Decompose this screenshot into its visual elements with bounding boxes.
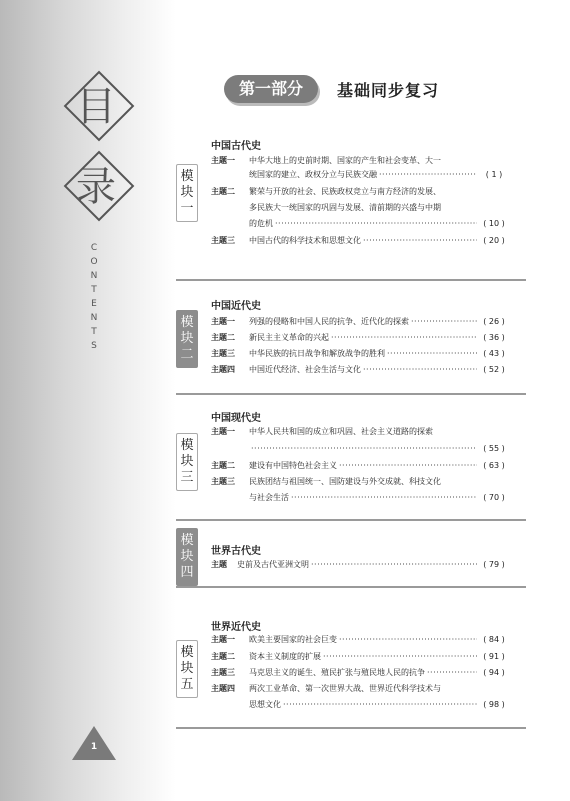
topic-label: 主题一 xyxy=(211,317,235,326)
page-ref: ( 43 ) xyxy=(477,347,511,361)
toc-row[interactable] xyxy=(211,698,511,712)
badge-char: 模 xyxy=(180,438,194,453)
toc-row[interactable] xyxy=(211,201,511,215)
page-ref: ( 91 ) xyxy=(477,650,511,664)
title-char-mu: 目 xyxy=(76,84,116,130)
topic-text: 资本主义制度的扩展 ····· xyxy=(249,650,485,664)
toc-row[interactable] xyxy=(211,650,511,664)
contents-letter: T xyxy=(91,327,97,337)
topic-text: 统国家的建立、政权分立与民族交融 ····· xyxy=(249,168,485,182)
topic-label: 主题一 xyxy=(211,635,235,644)
module-3 xyxy=(176,409,526,521)
toc-row[interactable] xyxy=(211,633,511,647)
contents-letter: C xyxy=(90,243,98,253)
module-title: 中国现代史 xyxy=(211,413,261,424)
topic-label: 主题三 xyxy=(211,477,235,486)
page-ref: ( 98 ) xyxy=(477,698,511,712)
page-ref: ( 79 ) xyxy=(477,558,511,572)
toc-row[interactable] xyxy=(211,363,511,377)
page-ref: ( 10 ) xyxy=(477,217,511,231)
toc-row[interactable] xyxy=(211,459,511,473)
toc-row[interactable] xyxy=(211,666,511,680)
toc-row[interactable] xyxy=(211,217,511,231)
page-ref: ( 36 ) xyxy=(477,331,511,345)
contents-letter: N xyxy=(90,313,98,323)
module-2 xyxy=(176,295,526,395)
contents-letter: O xyxy=(90,257,98,267)
module-title: 中国近代史 xyxy=(211,301,261,312)
topic-label: 主题三 xyxy=(211,236,235,245)
topic-label: 主题四 xyxy=(211,684,235,693)
page-ref: ( 26 ) xyxy=(477,315,511,329)
page-ref: ( 94 ) xyxy=(477,666,511,680)
module-badge xyxy=(176,310,198,368)
topic-text: 马克思主义的诞生、殖民扩张与殖民地人民的抗争 ····· xyxy=(249,666,485,680)
contents-vertical-label xyxy=(88,243,100,351)
topic-label: 主题四 xyxy=(211,365,235,374)
toc-row[interactable] xyxy=(211,425,511,439)
part-label: 第一部分 xyxy=(224,75,318,103)
toc-row[interactable] xyxy=(211,347,511,361)
badge-char: 模 xyxy=(180,645,194,660)
badge-char: 模 xyxy=(180,315,194,330)
module-5 xyxy=(176,618,526,729)
contents-letter: T xyxy=(91,285,97,295)
topic-text: 繁荣与开放的社会、民族政权竞立与南方经济的发展、 xyxy=(249,187,441,196)
topic-text: 中华民族的抗日战争和解放战争的胜利 ····· xyxy=(249,347,485,361)
topic-label: 主题二 xyxy=(211,333,235,342)
contents-letter: S xyxy=(91,341,97,351)
topic-label: 主题二 xyxy=(211,187,235,196)
toc-row[interactable] xyxy=(211,331,511,345)
title-char-lu: 录 xyxy=(76,164,116,210)
topic-text: 中国古代的科学技术和思想文化 ····· xyxy=(249,234,485,248)
topic-text: 中国近代经济、社会生活与文化 ····· xyxy=(249,363,485,377)
badge-char: 模 xyxy=(180,169,194,184)
toc-row[interactable] xyxy=(211,491,511,505)
topic-label: 主题 xyxy=(211,560,227,569)
module-title: 世界古代史 xyxy=(211,546,261,557)
topic-label: 主题三 xyxy=(211,349,235,358)
topic-text: 多民族大一统国家的巩固与发展、清前期的兴盛与中期 xyxy=(249,203,441,212)
badge-char: 块 xyxy=(180,661,194,676)
topic-text: 列强的侵略和中国人民的抗争、近代化的探索 ····· xyxy=(249,315,485,329)
module-title: 世界近代史 xyxy=(211,622,261,633)
page-number: 1 xyxy=(90,742,98,752)
module-title: 中国古代史 xyxy=(211,141,261,152)
topic-text: 民族团结与祖国统一、国防建设与外交成就、科技文化 xyxy=(249,477,441,486)
topic-label: 主题一 xyxy=(211,427,235,436)
topic-text: 的危机 ····· xyxy=(249,217,485,231)
contents-letter: E xyxy=(91,299,97,309)
page-ref: ( 63 ) xyxy=(477,459,511,473)
toc-row[interactable] xyxy=(211,682,511,696)
badge-char: 五 xyxy=(180,677,194,692)
page-ref: ( 52 ) xyxy=(477,363,511,377)
toc-row[interactable] xyxy=(211,475,511,489)
badge-char: 三 xyxy=(180,470,194,485)
topic-label: 主题二 xyxy=(211,652,235,661)
topic-text xyxy=(249,442,485,456)
page-title: 基础同步复习 xyxy=(337,81,440,100)
topic-text: 中华人民共和国的成立和巩固、社会主义道路的探索 xyxy=(249,427,433,436)
badge-char: 四 xyxy=(180,565,194,580)
toc-row[interactable] xyxy=(211,234,511,248)
topic-label: 主题三 xyxy=(211,668,235,677)
topic-label: 主题二 xyxy=(211,461,235,470)
module-badge xyxy=(176,528,198,586)
toc-row[interactable] xyxy=(211,558,511,572)
topic-text: 欧美主要国家的社会巨变 ····· xyxy=(249,633,485,647)
topic-text: 中华大地上的史前时期、国家的产生和社会变革、大一 xyxy=(249,156,441,165)
toc-row[interactable] xyxy=(211,168,511,182)
page-ref: ( 1 ) xyxy=(477,168,511,182)
page-ref: ( 84 ) xyxy=(477,633,511,647)
topic-text: 与社会生活 ····· xyxy=(249,491,485,505)
toc-row[interactable] xyxy=(211,315,511,329)
topic-label: 主题一 xyxy=(211,156,235,165)
badge-char: 块 xyxy=(180,549,194,564)
badge-char: 块 xyxy=(180,454,194,469)
sidebar xyxy=(0,0,176,801)
topic-text: 史前及古代亚洲文明 ····· xyxy=(237,558,485,572)
page-ref: ( 70 ) xyxy=(477,491,511,505)
module-4 xyxy=(176,528,526,588)
badge-char: 二 xyxy=(180,347,194,362)
module-badge xyxy=(176,164,198,222)
toc-row[interactable] xyxy=(211,185,511,199)
topic-text: 两次工业革命、第一次世界大战、世界近代科学技术与 xyxy=(249,684,441,693)
contents-letter: N xyxy=(90,271,98,281)
toc-row[interactable] xyxy=(211,442,511,456)
badge-char: 模 xyxy=(180,533,194,548)
topic-text: 思想文化 ····· xyxy=(249,698,485,712)
page-ref: ( 55 ) xyxy=(477,442,511,456)
topic-text: 新民主主义革命的兴起 ····· xyxy=(249,331,485,345)
toc-row[interactable] xyxy=(211,154,511,168)
page-ref: ( 20 ) xyxy=(477,234,511,248)
badge-char: 块 xyxy=(180,185,194,200)
badge-char: 一 xyxy=(180,201,194,216)
badge-char: 块 xyxy=(180,331,194,346)
module-1 xyxy=(176,137,526,281)
topic-text: 建设有中国特色社会主义 ····· xyxy=(249,459,485,473)
module-badge xyxy=(176,433,198,491)
module-badge xyxy=(176,640,198,698)
